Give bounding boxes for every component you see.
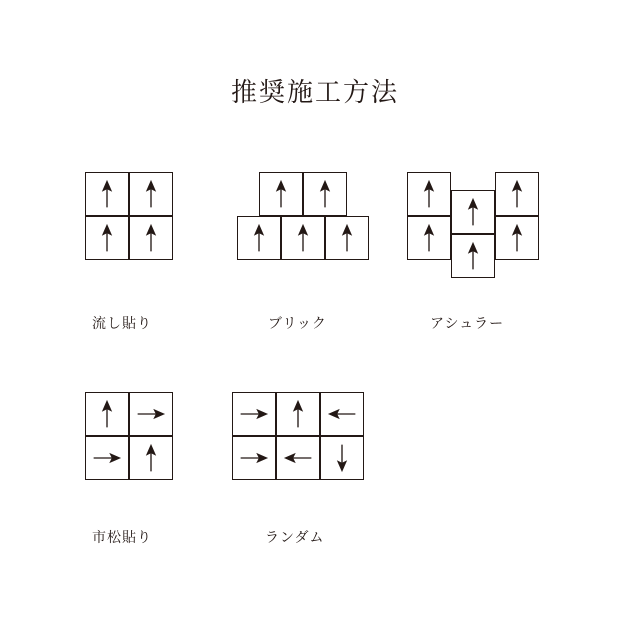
direction-arrow-left-icon <box>277 437 319 479</box>
tile <box>85 436 129 480</box>
tile <box>237 216 281 260</box>
direction-arrow-up-icon <box>277 393 319 435</box>
page-title: 推奨施工方法 <box>230 77 399 107</box>
direction-arrow-left-icon <box>321 393 363 435</box>
tile <box>495 216 539 260</box>
tile <box>232 436 276 480</box>
tile <box>129 392 173 436</box>
tile <box>276 436 320 480</box>
pattern-caption-nagashi-bari: 流し貼り <box>92 315 152 331</box>
pattern-caption-ichimatsu-bari: 市松貼り <box>92 529 152 545</box>
direction-arrow-down-icon <box>321 437 363 479</box>
pattern-caption-random: ランダム <box>265 529 325 545</box>
direction-arrow-up-icon <box>496 217 538 259</box>
direction-arrow-up-icon <box>86 217 128 259</box>
tile <box>85 392 129 436</box>
direction-arrow-up-icon <box>304 173 346 215</box>
direction-arrow-up-icon <box>130 173 172 215</box>
tile <box>85 172 129 216</box>
tile <box>451 190 495 234</box>
tile <box>129 172 173 216</box>
tile <box>281 216 325 260</box>
direction-arrow-up-icon <box>260 173 302 215</box>
tile <box>276 392 320 436</box>
direction-arrow-up-icon <box>130 437 172 479</box>
direction-arrow-up-icon <box>496 173 538 215</box>
tile <box>325 216 369 260</box>
direction-arrow-up-icon <box>86 393 128 435</box>
tile <box>320 436 364 480</box>
tile <box>129 216 173 260</box>
direction-arrow-right-icon <box>86 437 128 479</box>
direction-arrow-right-icon <box>130 393 172 435</box>
tile <box>495 172 539 216</box>
tile <box>259 172 303 216</box>
direction-arrow-right-icon <box>233 437 275 479</box>
pattern-caption-brick: ブリック <box>268 315 327 331</box>
pattern-caption-ashlar: アシュラー <box>430 315 505 331</box>
tile <box>303 172 347 216</box>
direction-arrow-right-icon <box>233 393 275 435</box>
tile <box>320 392 364 436</box>
direction-arrow-up-icon <box>130 217 172 259</box>
tile <box>407 216 451 260</box>
tile <box>232 392 276 436</box>
tile <box>129 436 173 480</box>
tile <box>451 234 495 278</box>
tile <box>407 172 451 216</box>
direction-arrow-up-icon <box>326 217 368 259</box>
tile <box>85 216 129 260</box>
direction-arrow-up-icon <box>408 173 450 215</box>
direction-arrow-up-icon <box>238 217 280 259</box>
direction-arrow-up-icon <box>452 235 494 277</box>
direction-arrow-up-icon <box>408 217 450 259</box>
direction-arrow-up-icon <box>452 191 494 233</box>
direction-arrow-up-icon <box>282 217 324 259</box>
direction-arrow-up-icon <box>86 173 128 215</box>
